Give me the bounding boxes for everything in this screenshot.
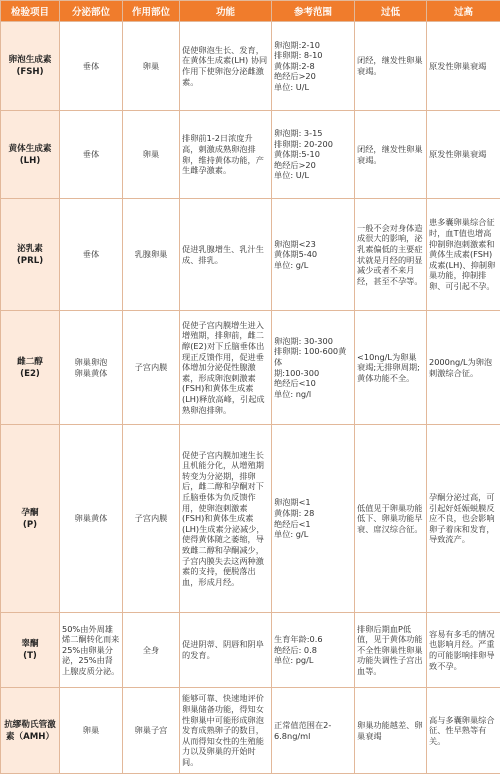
table-row bbox=[1, 111, 500, 199]
header-row bbox=[1, 1, 500, 22]
test-name: 卵泡生成素 bbox=[8, 55, 52, 65]
too-low-cell: 排卵后期血P低值，见于黄体功能不全性卵巢性卵巢功能失调性子宫出血等。 bbox=[355, 613, 427, 688]
target-site-cell: 卵巢 bbox=[123, 111, 180, 199]
test-abbr: (P) bbox=[22, 519, 38, 530]
header-test-item: 检验项目 bbox=[1, 1, 60, 22]
secretion-site-cell: 垂体 bbox=[60, 111, 123, 199]
too-low-cell: 卵巢功能越差、卵巢衰竭 bbox=[355, 688, 427, 774]
table-row bbox=[1, 613, 500, 688]
too-low-cell: <10ng/L为卵巢衰竭;无排卵周期;黄体功能不全。 bbox=[355, 311, 427, 425]
test-abbr: (PRL) bbox=[16, 255, 44, 266]
header-too-low: 过低 bbox=[355, 1, 427, 22]
secretion-site-cell: 卵巢卵泡 卵巢黄体 bbox=[60, 311, 123, 425]
test-item-cell bbox=[1, 311, 60, 425]
too-high-cell: 2000ng/L为卵泡刺激综合征。 bbox=[427, 311, 500, 425]
too-high-cell: 原发性卵巢衰竭 bbox=[427, 111, 500, 199]
too-low-cell: 低值见于卵巢功能低下、卵巢功能早衰、席汉综合征。 bbox=[355, 425, 427, 613]
target-site-cell: 卵巢 bbox=[123, 22, 180, 111]
test-item-cell bbox=[1, 425, 60, 613]
reference-range-cell: 卵泡期: 3-15 排卵期: 20-200 黄体期:5-10 绝经后>20 单位: U/L bbox=[272, 111, 355, 199]
reference-range-cell: 卵泡期: 30-300 排卵期: 100-600黄体 期:100-300 绝经后<10 单位: ng/l bbox=[272, 311, 355, 425]
too-high-cell: 高与多囊卵巢综合征、性早熟等有关。 bbox=[427, 688, 500, 774]
reference-range-cell: 卵泡期<1 黄体期: 28 绝经后<1 单位: g/L bbox=[272, 425, 355, 613]
table-row bbox=[1, 688, 500, 774]
function-cell: 促进阴蒂、阴唇和阴阜的发育。 bbox=[180, 613, 272, 688]
too-low-cell: 一般不会对身体造成很大的影响，泌乳素偏低的主要症状就是月经的明显减少或者不来月经，甚至不孕等。 bbox=[355, 199, 427, 311]
test-abbr: (E2) bbox=[20, 368, 40, 379]
test-item-cell bbox=[1, 613, 60, 688]
header-reference-range: 参考范围 bbox=[272, 1, 355, 22]
test-name: 睾酮 bbox=[21, 639, 39, 649]
too-high-cell: 患多囊卵巢综合征时，血T值也增高抑制卵泡刺激素和黄体生成素(FSH)成素(LH)、抑制卵巢功能，抑制排卵、可引起不孕。 bbox=[427, 199, 500, 311]
target-site-cell: 卵巢子宫 bbox=[123, 688, 180, 774]
table-row bbox=[1, 22, 500, 111]
table-row bbox=[1, 311, 500, 425]
too-high-cell: 孕酮分泌过高，可引起好妊娠蜕膜反应不良，也会影响卵子着床和发育，导致流产。 bbox=[427, 425, 500, 613]
secretion-site-cell: 卵巢黄体 bbox=[60, 425, 123, 613]
test-abbr: (T) bbox=[23, 651, 37, 661]
target-site-cell: 乳腺卵巢 bbox=[123, 199, 180, 311]
test-item-cell bbox=[1, 22, 60, 111]
test-item-cell bbox=[1, 111, 60, 199]
test-item-cell bbox=[1, 199, 60, 311]
test-name: 泌乳素 bbox=[17, 243, 43, 254]
test-item-cell bbox=[1, 688, 60, 774]
function-cell: 促使子宫内膜加速生长且机能分化，从增殖期转变为分泌期，排卵后，雌二醇和孕酮对下丘脑垂体为负反馈作用，使卵泡刺激素(FSH)和黄体生成素(LH)生成素分泌减少，使得黄体随之萎缩，导致雌二醇和孕酮减少，子宫内膜失去这两种激素的支持，便脱落出血，形成月经。 bbox=[180, 425, 272, 613]
function-cell: 促进乳腺增生、乳汁生成、排乳。 bbox=[180, 199, 272, 311]
target-site-cell: 子宫内膜 bbox=[123, 311, 180, 425]
function-cell: 排卵前1-2日浓度升高，刺激成熟卵泡排卵，维持黄体功能，产生雌孕激素。 bbox=[180, 111, 272, 199]
header-target-site: 作用部位 bbox=[123, 1, 180, 22]
too-high-cell: 原发性卵巢衰竭 bbox=[427, 22, 500, 111]
test-name: 雌二醇 bbox=[17, 356, 43, 367]
header-secretion-site: 分泌部位 bbox=[60, 1, 123, 22]
header-function: 功能 bbox=[180, 1, 272, 22]
secretion-site-cell: 垂体 bbox=[60, 22, 123, 111]
too-low-cell: 闭经，继发性卵巢衰竭。 bbox=[355, 22, 427, 111]
test-abbr: (LH) bbox=[19, 155, 41, 166]
test-abbr: (FSH) bbox=[16, 67, 44, 77]
too-high-cell: 容易有多毛的情况也影响月经。严重的可能影响排卵导致不孕。 bbox=[427, 613, 500, 688]
secretion-site-cell: 50%由外周雄烯二酮转化而来25%由卵巢分泌，25%由肾上腺皮质分泌。 bbox=[60, 613, 123, 688]
header-too-high: 过高 bbox=[427, 1, 500, 22]
reference-range-cell: 卵泡期:2-10 排卵期: 8-10 黄体期:2-8 绝经后>20 单位: U/L bbox=[272, 22, 355, 111]
reference-range-cell: 卵泡期<23 黄体期5-40 单位: g/L bbox=[272, 199, 355, 311]
test-name: 孕酮 bbox=[21, 507, 39, 518]
reference-range-cell: 正常值范围在2-6.8ng/ml bbox=[272, 688, 355, 774]
test-name: 黄体生成素 bbox=[8, 143, 52, 154]
secretion-site-cell: 垂体 bbox=[60, 199, 123, 311]
function-cell: 能够可靠、快速地评价卵巢储备功能，得知女性卵巢中可能形成卵泡发育成熟卵子的数目，从而得知女性的生殖能力以及卵巢的开始时间。 bbox=[180, 688, 272, 774]
test-name: 抗缪勒氏管激素（AMH） bbox=[4, 719, 56, 742]
too-low-cell: 闭经，继发性卵巢衰竭。 bbox=[355, 111, 427, 199]
secretion-site-cell: 卵巢 bbox=[60, 688, 123, 774]
target-site-cell: 全身 bbox=[123, 613, 180, 688]
function-cell: 促使子宫内膜增生进入增殖期，排卵前，雌二醇(E2)对下丘脑垂体出现正反馈作用，促进垂体增加分泌促性腺激素，形成卵泡刺激素(FSH)和黄体生成素(LH)释放高峰，引起成熟卵泡排卵。 bbox=[180, 311, 272, 425]
reference-range-cell: 生育年龄:0.6 绝经后: 0.8 单位: pg/L bbox=[272, 613, 355, 688]
target-site-cell: 子宫内膜 bbox=[123, 425, 180, 613]
function-cell: 促使卵泡生长、发育，在黄体生成素(LH) 协同作用下使卵泡分泌雌激素。 bbox=[180, 22, 272, 111]
table-row bbox=[1, 425, 500, 613]
table-row bbox=[1, 199, 500, 311]
